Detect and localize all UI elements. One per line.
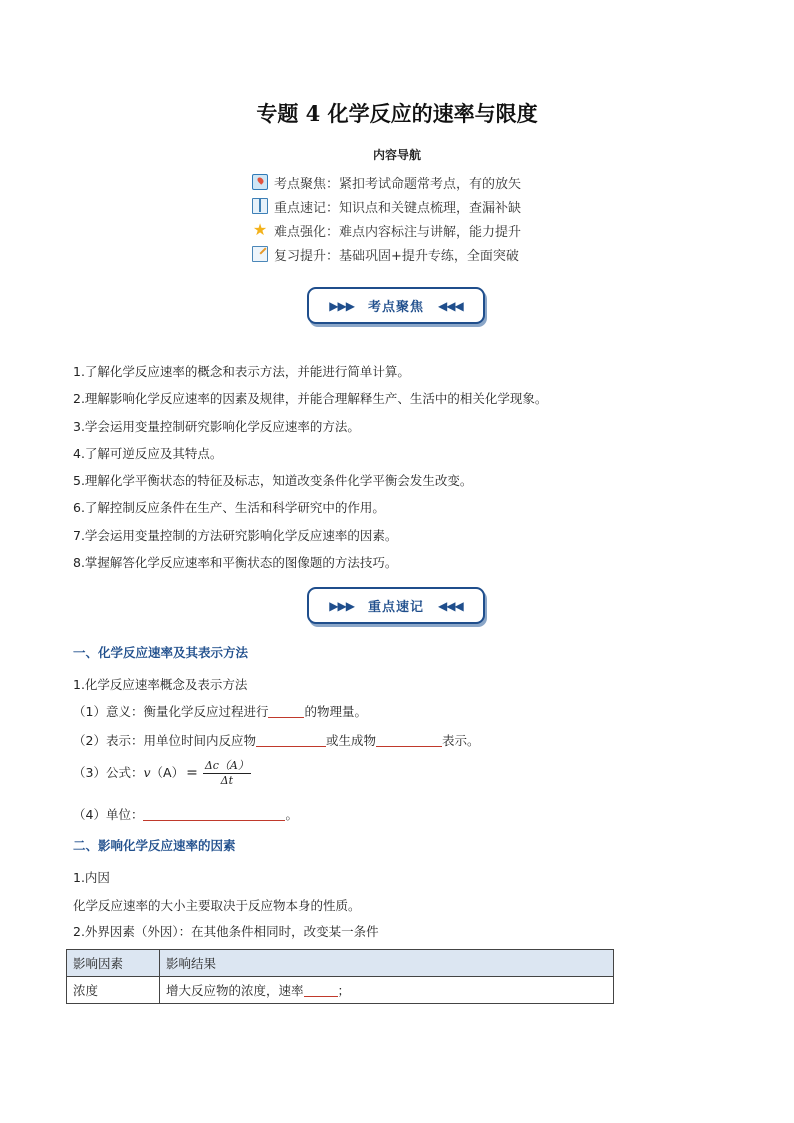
banner-notes — [307, 587, 485, 624]
goal-item: 6.了解控制反应条件在生产、生活和科学研究中的作用。 — [73, 500, 385, 516]
map-pin-icon — [252, 174, 268, 190]
unit-line: （4）单位： 。 — [73, 807, 298, 822]
internal-text: 化学反应速率的大小主要取决于反应物本身的性质。 — [73, 898, 361, 913]
section-heading-factors: 二、影响化学反应速率的因素 — [73, 838, 236, 853]
arrows-right-icon: ▶▶▶ — [329, 298, 354, 313]
content-nav-list — [252, 170, 521, 266]
arrows-right-icon: ▶▶▶ — [329, 598, 354, 613]
page-title: 专题 4 化学反应的速率与限度 — [256, 101, 538, 126]
fill-blank — [304, 983, 338, 997]
goal-item: 7.学会运用变量控制的方法研究影响化学反应速率的因素。 — [73, 527, 398, 543]
formula-line: （3）公式：v（A） = $\frac{\Delta c(A)}{\Delta t}$ — [73, 759, 249, 787]
goal-item: 4.了解可逆反应及其特点。 — [73, 445, 223, 461]
subheading-internal: 1.内因 — [73, 870, 110, 885]
subheading-rate-concept: 1.化学反应速率概念及表示方法 — [73, 677, 248, 692]
banner-focus — [307, 287, 485, 324]
table-header-cell: 影响结果 — [160, 950, 614, 977]
nav-item-difficult — [252, 218, 521, 242]
fraction-denominator: Δt — [220, 774, 234, 787]
goals-list — [73, 358, 733, 576]
star-icon: ★ — [252, 220, 268, 239]
expression-line: （2）表示：用单位时间内反应物 或生成物 表示。 — [73, 733, 480, 748]
nav-item-text: 难点强化：难点内容标注与讲解，能力提升 — [274, 224, 522, 240]
table-cell-factor: 浓度 — [67, 977, 160, 1004]
table-cell-result: 增大反应物的浓度，速率 ； — [160, 977, 614, 1004]
goal-item: 3.学会运用变量控制研究影响化学反应速率的方法。 — [73, 418, 360, 434]
fill-blank — [376, 733, 442, 747]
nav-item-text: 重点速记：知识点和关键点梳理，查漏补缺 — [274, 200, 522, 216]
goal-item: 2.理解影响化学反应速率的因素及规律，并能合理解释生产、生活中的相关化学现象。 — [73, 391, 548, 407]
nav-item-review — [252, 242, 521, 266]
nav-item-text: 考点聚焦：紧扣考试命题常考点，有的放矢 — [274, 176, 522, 192]
arrows-left-icon: ◀◀◀ — [438, 598, 463, 613]
table-header-cell: 影响因素 — [67, 950, 160, 977]
goal-item: 8.掌握解答化学反应速率和平衡状态的图像题的方法技巧。 — [73, 555, 398, 571]
meaning-line: （1）意义：衡量化学反应过程进行 的物理量。 — [73, 704, 367, 719]
arrows-left-icon: ◀◀◀ — [438, 298, 463, 313]
nav-heading: 内容导航 — [372, 148, 421, 162]
note-icon — [252, 246, 268, 262]
goal-item: 1.了解化学反应速率的概念和表示方法，并能进行简单计算。 — [73, 364, 410, 379]
nav-item-focus — [252, 170, 521, 194]
rate-formula-fraction — [203, 759, 251, 788]
fill-blank — [256, 733, 326, 747]
fill-blank — [268, 704, 304, 718]
subheading-external: 2.外界因素（外因）：在其他条件相同时，改变某一条件 — [73, 924, 379, 939]
nav-item-notes — [252, 194, 521, 218]
banner-label: 考点聚焦 — [367, 300, 424, 315]
book-icon — [252, 198, 268, 214]
goal-item: 5.理解化学平衡状态的特征及标志，知道改变条件化学平衡会发生改变。 — [73, 473, 473, 489]
table-row — [67, 977, 614, 1004]
section-heading-rate: 一、化学反应速率及其表示方法 — [73, 645, 249, 660]
banner-label: 重点速记 — [367, 600, 424, 615]
table-header-row — [67, 950, 614, 977]
factors-table — [66, 949, 614, 1004]
nav-item-text: 复习提升：基础巩固+提升专练，全面突破 — [274, 248, 519, 264]
fill-blank — [143, 807, 285, 821]
fraction-numerator: Δc（A） — [204, 759, 249, 772]
